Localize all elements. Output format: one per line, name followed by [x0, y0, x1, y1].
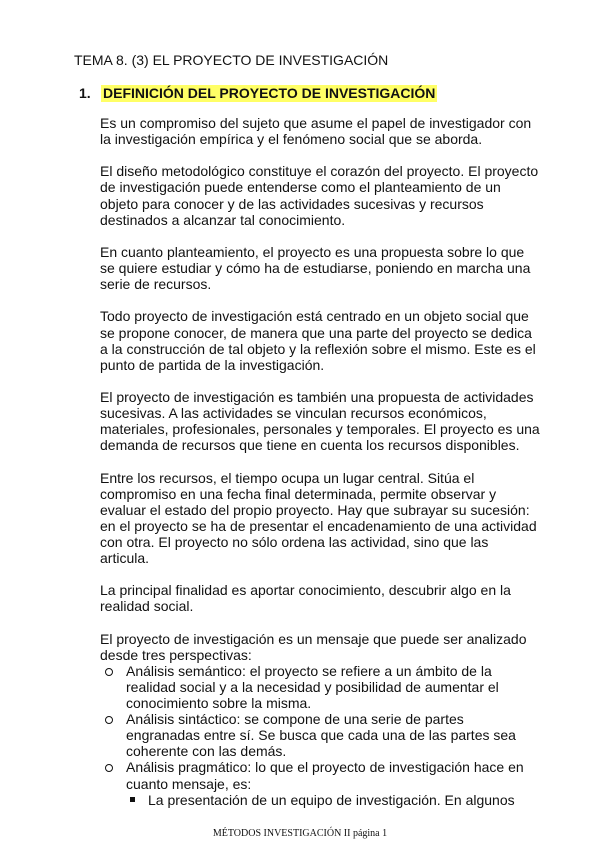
perspectives-list [100, 663, 540, 808]
section-heading [79, 85, 437, 102]
pragmatic-item [126, 792, 540, 808]
circle-bullet-icon [105, 668, 113, 676]
page-footer: MÉTODOS INVESTIGACIÓN II página 1 [212, 828, 388, 839]
circle-bullet-icon [105, 764, 113, 772]
document-title: TEMA 8. (3) EL PROYECTO DE INVESTIGACIÓN [74, 52, 389, 68]
circle-bullet-icon [105, 716, 113, 724]
perspective-item [100, 711, 540, 759]
perspective-text: Análisis semántico: el proyecto se refiere a un ámbito de la realidad social y a la necesidad y posibilidad de aumentar el conocimiento sobre la misma. [126, 662, 499, 712]
perspective-text: Análisis pragmático: lo que el proyecto de investigación hace en cuanto mensaje, es: [126, 759, 524, 792]
perspective-item [100, 759, 540, 807]
paragraph: Es un compromiso del sujeto que asume el papel de investigador con la investigación empírica y el fenómeno social que se aborda. [100, 115, 532, 148]
paragraph: La principal finalidad es aportar conocimiento, descubrir algo en la realidad social. [100, 582, 511, 615]
pragmatic-item-text: La presentación de un equipo de investigación. En algunos [148, 791, 515, 808]
section-heading-text: DEFINICIÓN DEL PROYECTO DE INVESTIGACIÓN [103, 85, 436, 101]
section-number: 1. [79, 85, 91, 101]
section-body [100, 115, 540, 808]
paragraph: El diseño metodológico constituye el corazón del proyecto. El proyecto de investigación puede entenderse como el planteamiento de un objeto para conocer y de las actividades sucesivas y recursos destinados a alcanzar tal conocimiento. [100, 163, 539, 228]
paragraph: En cuanto planteamiento, el proyecto es una propuesta sobre lo que se quiere estudiar y cómo ha de estudiarse, poniendo en marcha una serie de recursos. [100, 243, 531, 293]
paragraph: Todo proyecto de investigación está centrado en un objeto social que se propone conocer, de manera que una parte del proyecto se dedica a la construcción de tal objeto y la reflexión sobre el mismo. Este es el punto de partida de la investigación. [100, 308, 536, 373]
square-bullet-icon [130, 797, 135, 802]
paragraph: El proyecto de investigación es también una propuesta de actividades sucesivas. A las actividades se vinculan recursos económicos, materiales, profesionales, personales y temporales. El proyecto es una demanda de recursos que tiene en cuenta los recursos disponibles. [100, 388, 540, 454]
perspectives-intro: El proyecto de investigación es un mensaje que puede ser analizado desde tres perspectivas: [100, 630, 527, 663]
paragraph: Entre los recursos, el tiempo ocupa un lugar central. Sitúa el compromiso en una fecha final determinada, permite observar y evaluar el estado del propio proyecto. Hay que subrayar su sucesión: en el proyecto se ha de presentar el encadenamiento de una actividad con otra. El proyecto no sólo ordena las actividad, sino que las articula. [100, 469, 537, 566]
perspective-item [100, 663, 540, 711]
perspective-text: Análisis sintáctico: se compone de una serie de partes engranadas entre sí. Se busca que cada una de las partes sea coherente con las demás. [126, 711, 516, 760]
pragmatic-sublist [126, 792, 540, 808]
